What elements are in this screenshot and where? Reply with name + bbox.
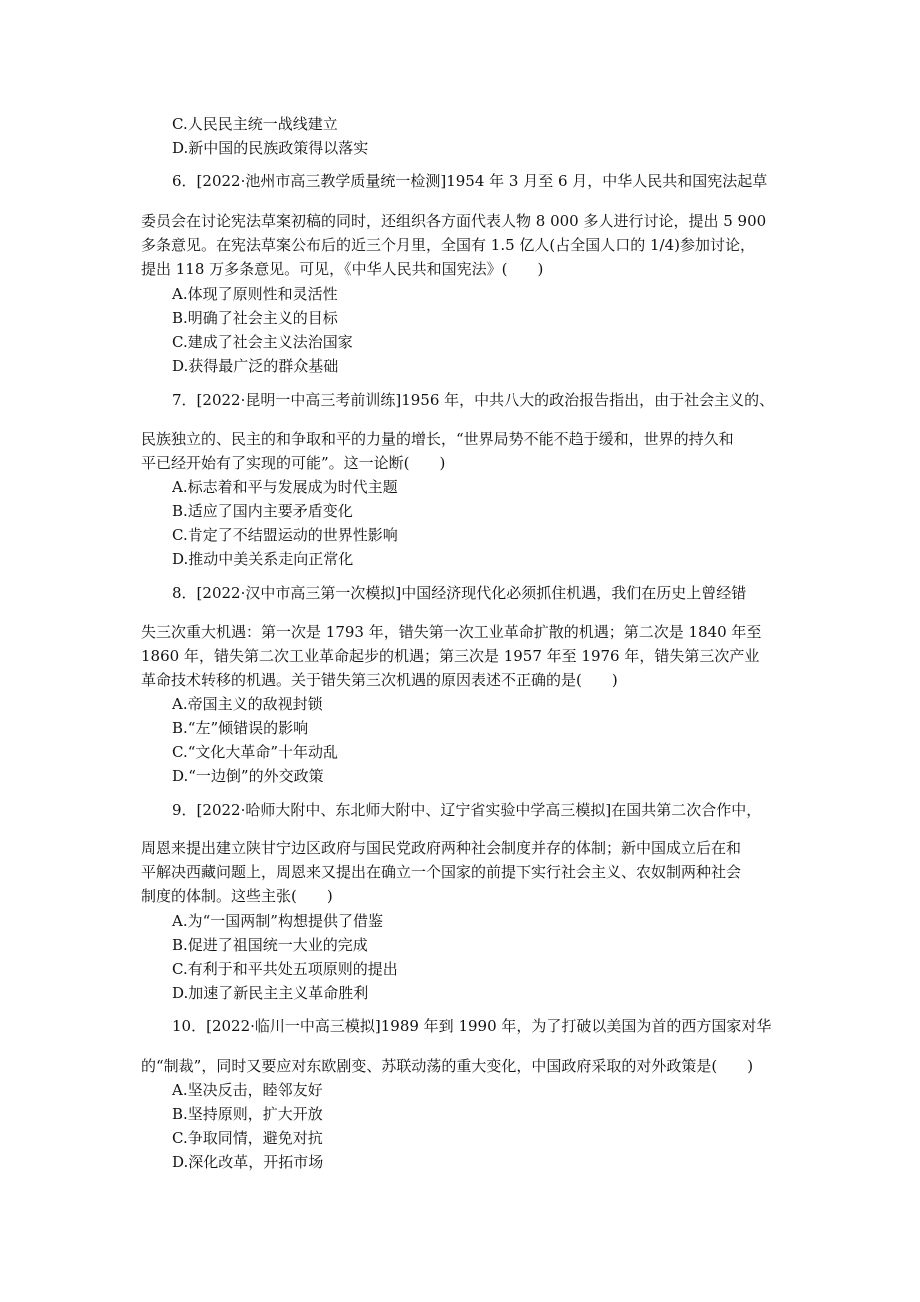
question-6-stem-line-1: 6．[2022·池州市高三教学质量统一检测]1954 年 3 月至 6 月，中华人民共和国宪法起草 <box>172 172 768 190</box>
question-8-stem-line-4: 革命技术转移的机遇。关于错失第三次机遇的原因表述不正确的是( ) <box>141 671 618 689</box>
option-q7-b: B.适应了国内主要矛盾变化 <box>172 502 353 520</box>
question-9-stem-line-4: 制度的体制。这些主张( ) <box>141 887 333 905</box>
question-8-stem-line-3: 1860 年，错失第二次工业革命起步的机遇；第三次是 1957 年至 1976 年，错失第三次产业 <box>141 647 760 665</box>
question-9-stem-line-2: 周恩来提出建立陕甘宁边区政府与国民党政府两种社会制度并存的体制；新中国成立后在和 <box>141 839 742 857</box>
option-q9-b: B.促进了祖国统一大业的完成 <box>172 936 368 954</box>
question-8-stem-line-1: 8．[2022·汉中市高三第一次模拟]中国经济现代化必须抓住机遇，我们在历史上曾经错 <box>172 584 747 602</box>
option-q8-c: C.“文化大革命”十年动乱 <box>172 743 339 761</box>
question-7-stem-line-2: 民族独立的、民主的和争取和平的力量的增长，“世界局势不能不趋于缓和，世界的持久和 <box>141 430 734 448</box>
question-7-stem-line-3: 平已经开始有了实现的可能”。这一论断( ) <box>141 454 446 472</box>
question-9-stem-line-3: 平解决西藏问题上，周恩来又提出在确立一个国家的前提下实行社会主义、农奴制两种社会 <box>141 863 742 881</box>
option-q10-a: A.坚决反击，睦邻友好 <box>172 1081 323 1099</box>
option-q6-a: A.体现了原则性和灵活性 <box>172 285 338 303</box>
option-q8-d: D.“一边倒”的外交政策 <box>172 767 324 785</box>
option-q10-b: B.坚持原则，扩大开放 <box>172 1105 323 1123</box>
question-6-stem-line-3: 多条意见。在宪法草案公布后的近三个月里，全国有 1.5 亿人(占全国人口的 1/4)参加讨论， <box>141 236 756 254</box>
option-q6-b: B.明确了社会主义的目标 <box>172 309 338 327</box>
option-q5-d: D.新中国的民族政策得以落实 <box>172 139 369 157</box>
option-q10-c: C.争取同情，避免对抗 <box>172 1129 323 1147</box>
question-7-stem-line-1: 7．[2022·昆明一中高三考前训练]1956 年，中共八大的政治报告指出，由于社会主义的、 <box>172 391 775 409</box>
option-q10-d: D.深化改革，开拓市场 <box>172 1153 324 1171</box>
question-10-stem-line-2: 的“制裁”，同时又要应对东欧剧变、苏联动荡的重大变化，中国政府采取的对外政策是( ) <box>141 1057 754 1075</box>
option-q8-b: B.“左”倾错误的影响 <box>172 719 309 737</box>
option-q9-a: A.为“一国两制”构想提供了借鉴 <box>172 912 383 930</box>
option-q6-d: D.获得最广泛的群众基础 <box>172 357 339 375</box>
question-6-stem-line-2: 委员会在讨论宪法草案初稿的同时，还组织各方面代表人物 8 000 多人进行讨论，提出 5 900 <box>141 212 767 230</box>
option-q5-c: C.人民民主统一战线建立 <box>172 115 338 133</box>
question-9-stem-line-1: 9．[2022·哈师大附中、东北师大附中、辽宁省实验中学高三模拟]在国共第二次合作中， <box>172 801 762 819</box>
option-q7-a: A.标志着和平与发展成为时代主题 <box>172 478 398 496</box>
option-q6-c: C.建成了社会主义法治国家 <box>172 333 353 351</box>
question-6-stem-line-4: 提出 118 万多条意见。可见，《中华人民共和国宪法》( ) <box>141 260 544 278</box>
option-q9-d: D.加速了新民主主义革命胜利 <box>172 984 369 1002</box>
option-q8-a: A.帝国主义的敌视封锁 <box>172 695 323 713</box>
question-8-stem-line-2: 失三次重大机遇：第一次是 1793 年，错失第一次工业革命扩散的机遇；第二次是 1840 年至 <box>141 623 762 641</box>
option-q9-c: C.有利于和平共处五项原则的提出 <box>172 960 398 978</box>
option-q7-d: D.推动中美关系走向正常化 <box>172 550 354 568</box>
option-q7-c: C.肯定了不结盟运动的世界性影响 <box>172 526 398 544</box>
question-10-stem-line-1: 10．[2022·临川一中高三模拟]1989 年到 1990 年，为了打破以美国为首的西方国家对华 <box>172 1017 772 1035</box>
